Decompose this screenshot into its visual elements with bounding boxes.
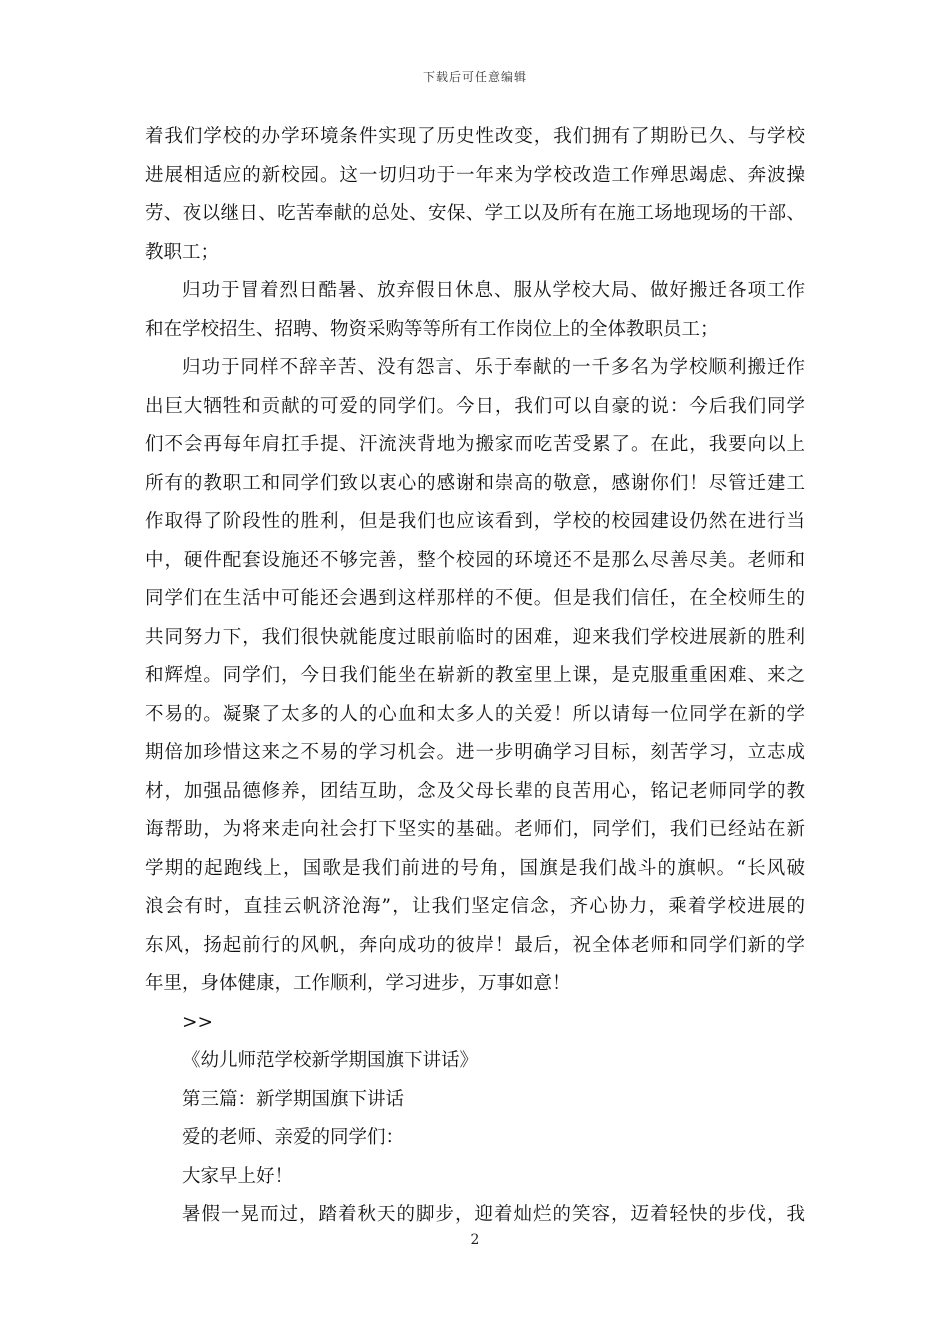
- text-line: 《幼儿师范学校新学期国旗下讲话》: [182, 1050, 479, 1071]
- page-number: 2: [470, 1232, 480, 1248]
- text-line: 所有的教职工和同学们致以衷心的感谢和崇高的敬意，感谢你们！尽管迁建工: [145, 472, 805, 494]
- page-header: 下载后可任意编辑: [422, 70, 527, 84]
- text-line: 和在学校招生、招聘、物资采购等等所有工作岗位上的全体教职员工；: [145, 318, 719, 340]
- text-line: 学期的起跑线上，国歌是我们前进的号角，国旗是我们战斗的旗帜。“长风破: [145, 857, 805, 879]
- text-line: 和辉煌。同学们，今日我们能坐在崭新的教室里上课，是克服重重困难、来之: [145, 665, 805, 686]
- text-line: 中，硬件配套设施还不够完善，整个校园的环境还不是那么尽善尽美。老师和: [145, 549, 805, 571]
- document-body: [145, 118, 805, 1235]
- text-line: 不易的。凝聚了太多的人的心血和太多人的关爱！所以请每一位同学在新的学: [145, 703, 805, 725]
- text-line: 同学们在生活中可能还会遇到这样那样的不便。但是我们信任，在全校师生的: [145, 588, 805, 609]
- text-line: 暑假一晃而过，踏着秋天的脚步，迎着灿烂的笑容，迈着轻快的步伐，我: [182, 1204, 805, 1225]
- text-line: 爱的老师、亲爱的同学们：: [182, 1127, 405, 1148]
- text-line: 期倍加珍惜这来之不易的学习机会。进一步明确学习目标，刻苦学习，立志成: [145, 742, 805, 763]
- text-line: 诲帮助，为将来走向社会打下坚实的基础。老师们，同学们，我们已经站在新: [145, 819, 805, 840]
- text-line: 着我们学校的办学环境条件实现了历史性改变，我们拥有了期盼已久、与学校: [145, 126, 805, 147]
- text-line: 们不会再每年肩扛手提、汗流浃背地为搬家而吃苦受累了。在此，我要向以上: [145, 434, 805, 455]
- text-line: 年里，身体健康，工作顺利，学习进步，万事如意！: [145, 973, 571, 994]
- text-line: 归功于同样不辞辛苦、没有怨言、乐于奉献的一千多名为学校顺利搬迁作: [182, 357, 805, 378]
- text-line: 作取得了阶段性的胜利，但是我们也应该看到，学校的校园建设仍然在进行当: [145, 511, 805, 532]
- text-line: 共同努力下，我们很快就能度过眼前临时的困难，迎来我们学校进展新的胜利: [145, 626, 805, 648]
- text-line: 大家早上好！: [182, 1165, 294, 1187]
- text-line: 材，加强品德修养，团结互助，念及父母长辈的良苦用心，铭记老师同学的教: [145, 780, 805, 802]
- text-line: 东风，扬起前行的风帆，奔向成功的彼岸！最后，祝全体老师和同学们新的学: [145, 934, 805, 956]
- text-line: 出巨大牺牲和贡献的可爱的同学们。今日，我们可以自豪的说：今后我们同学: [145, 395, 805, 417]
- text-line: 教职工；: [145, 241, 220, 263]
- text-line: 进展相适应的新校园。这一切归功于一年来为学校改造工作殚思竭虑、奔波操: [145, 164, 805, 186]
- text-line: >>: [182, 1011, 214, 1033]
- text-line: 归功于冒着烈日酷暑、放弃假日休息、服从学校大局、做好搬迁各项工作: [182, 280, 805, 301]
- text-line: 浪会有时，直挂云帆济沧海”，让我们坚定信念，齐心协力，乘着学校进展的: [145, 896, 805, 917]
- text-line: 第三篇：新学期国旗下讲话: [182, 1088, 405, 1110]
- text-line: 劳、夜以继日、吃苦奉献的总处、安保、学工以及所有在施工场地现场的干部、: [145, 203, 805, 224]
